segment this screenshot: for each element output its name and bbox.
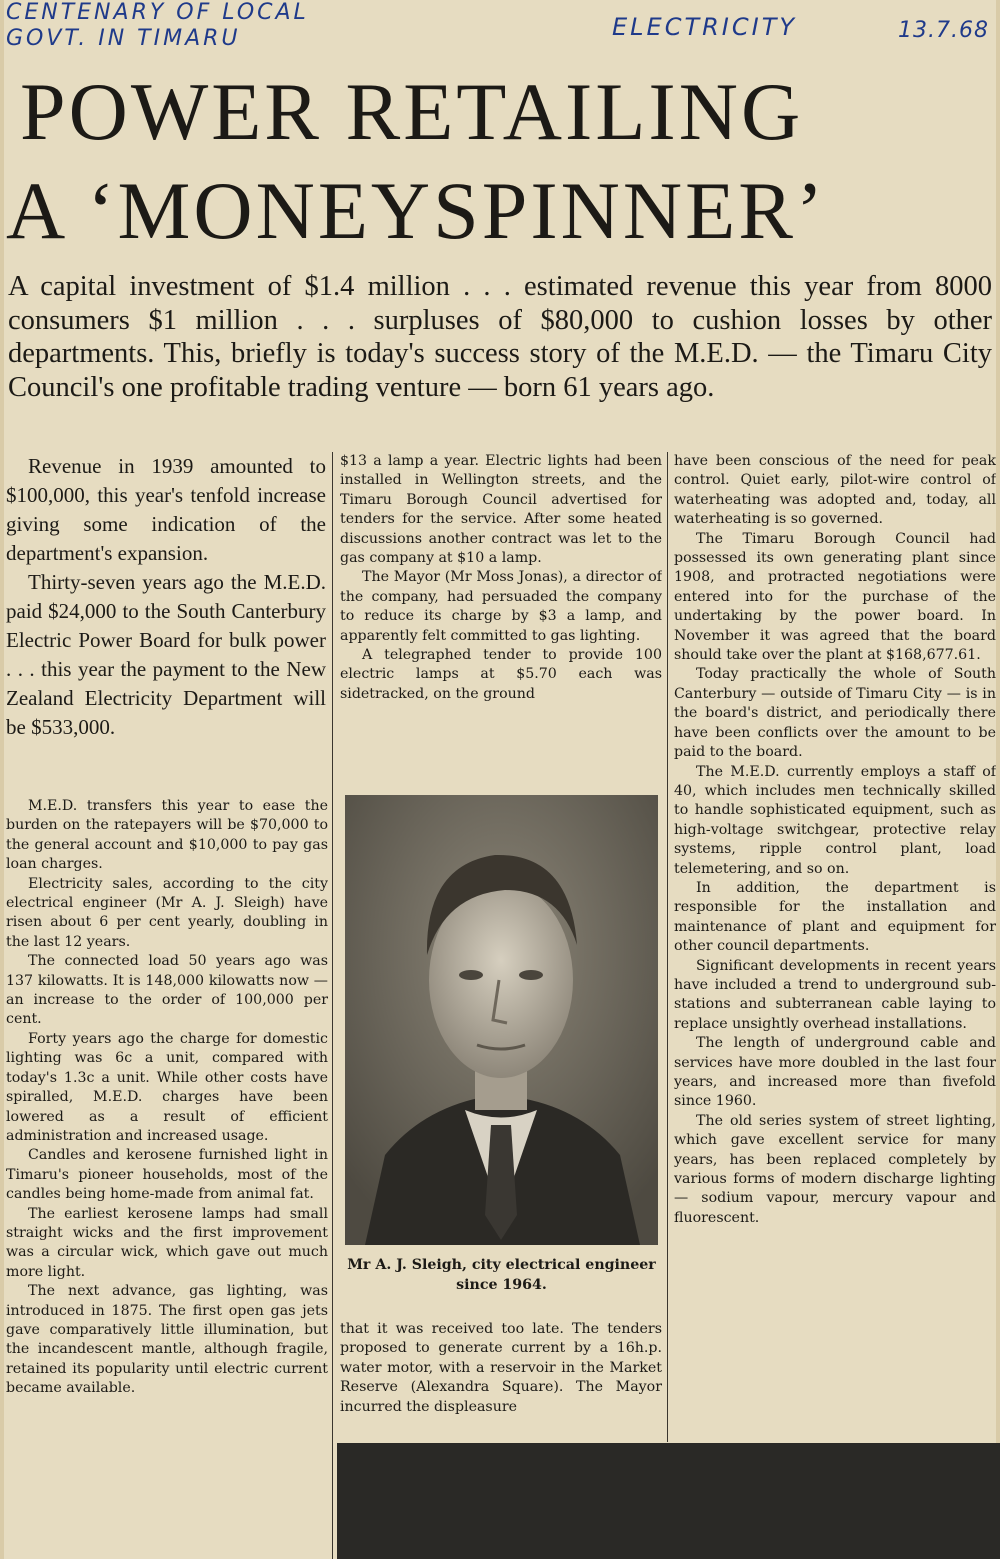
handwritten-note-left	[6, 0, 309, 52]
handwritten-date: 13.7.68	[898, 18, 989, 43]
column-rule-1	[332, 452, 333, 1559]
paragraph: The M.E.D. currently employs a staff of 40, which includes men technically skilled to handle sophisticated equipment, such as high-voltage switchgear, protective relay systems, ripple control plant, load telemetering, and so on.	[674, 763, 996, 877]
paragraph: Forty years ago the charge for domestic lighting was 6c a unit, compared with today's 1.3c a unit. While other costs have spiralled, M.E.D. charges have been lowered as a result of efficient administration and increased usage.	[6, 1030, 328, 1144]
paragraph: A telegraphed tender to provide 100 electric lamps at $5.70 each was sidetracked, on the ground	[340, 647, 662, 702]
paragraph: The old series system of street lighting, which gave excellent service for many years, has been replaced completely by various forms of modern discharge lighting — sodium vapour, mercury vapour and fluorescent.	[674, 1112, 996, 1226]
column-2-top	[340, 452, 662, 782]
paragraph: Candles and kerosene furnished light in Timaru's pioneer households, most of the candles being home-made from animal fat.	[6, 1147, 328, 1203]
paragraph: Electricity sales, according to the city electrical engineer (Mr A. J. Sleigh) have risen about 6 per cent yearly, doubling in the last 12 years.	[6, 875, 328, 950]
column-1-body	[6, 797, 328, 1557]
paragraph: Today practically the whole of South Canterbury — outside of Timaru City — is in the board's district, and periodically there have been conflicts over the amount to be paid to the board.	[674, 666, 996, 761]
photo-caption: Mr A. J. Sleigh, city electrical engineer since 1964.	[347, 1257, 656, 1293]
column-rule-2	[667, 452, 668, 1442]
column-3	[674, 452, 996, 1437]
column-2-bottom	[340, 1320, 662, 1438]
paragraph: The Mayor (Mr Moss Jonas), a director of the company, had persuaded the company to reduce its charge by $3 a lamp, and apparently felt committed to gas lighting.	[340, 569, 662, 644]
handwritten-line-1: CENTENARY OF LOCAL	[6, 0, 309, 25]
paragraph: The earliest kerosene lamps had small straight wicks and the first improvement was a circular wick, which gave out much more light.	[6, 1205, 328, 1280]
paragraph: Revenue in 1939 amounted to $100,000, this year's tenfold increase giving some indication of the department's expansion.	[6, 454, 326, 565]
intro-paragraph: A capital investment of $1.4 million . . . estimated revenue this year from 8000 consumers $1 million . . . surpluses of $80,000 to cushion losses by other departments. This, briefly is today's success story of the M.E.D. — the Timaru City Council's one profitable trading venture — born 61 years ago.	[8, 271, 992, 403]
paragraph: Significant developments in recent years have included a trend to underground sub-stations and subterranean cable laying to replace unsightly overhead installations.	[674, 957, 996, 1032]
paragraph: Thirty-seven years ago the M.E.D. paid $24,000 to the South Canterbury Electric Power Board for bulk power . . . this year the payment to the New Zealand Electricity Department will be $533,000.	[6, 570, 326, 739]
portrait-image	[345, 795, 658, 1245]
paragraph: The connected load 50 years ago was 137 kilowatts. It is 148,000 kilowatts now — an increase to the order of 100,000 per cent.	[6, 953, 328, 1028]
headline-line-2: A ‘MONEYSPINNER’	[6, 165, 827, 256]
paragraph: The length of underground cable and services have more doubled in the last four years, and increased more than fivefold since 1960.	[674, 1035, 996, 1110]
paragraph: M.E.D. transfers this year to ease the burden on the ratepayers will be $70,000 to the general account and $10,000 to pay gas loan charges.	[6, 798, 328, 873]
paragraph: that it was received too late. The tenders proposed to generate current by a 16h.p. water motor, with a reservoir in the Market Reserve (Alexandra Square). The Mayor incurred the displeasure	[340, 1321, 662, 1415]
paragraph: The next advance, gas lighting, was introduced in 1875. The first open gas jets gave comparatively little illumination, but the incandescent mantle, although fragile, retained its popularity until electric current became available.	[6, 1283, 328, 1397]
paragraph: have been conscious of the need for peak control. Quiet early, pilot-wire control of waterheating was adopted and, today, all waterheating is so governed.	[674, 453, 996, 528]
paragraph: $13 a lamp a year. Electric lights had been installed in Wellington streets, and the Timaru Borough Council advertised for tenders for the service. After some heated discussions another contract was let to the gas company at $10 a lamp.	[340, 453, 662, 567]
handwritten-subject: ELECTRICITY	[612, 13, 798, 41]
dark-background-area	[337, 1443, 1000, 1559]
column-1-large-text	[6, 452, 326, 742]
paragraph: In addition, the department is responsible for the installation and maintenance of plant and equipment for other council departments.	[674, 879, 996, 955]
portrait-photo	[345, 795, 658, 1245]
handwritten-line-2: GOVT. IN TIMARU	[6, 26, 241, 51]
headline-line-1: POWER RETAILING	[20, 66, 804, 157]
paragraph: The Timaru Borough Council had possessed its own generating plant since 1908, and protracted negotiations were entered into for the purchase of the undertaking by the power board. In November it was agreed that the board should take over the plant at $168,677.61.	[674, 530, 996, 664]
